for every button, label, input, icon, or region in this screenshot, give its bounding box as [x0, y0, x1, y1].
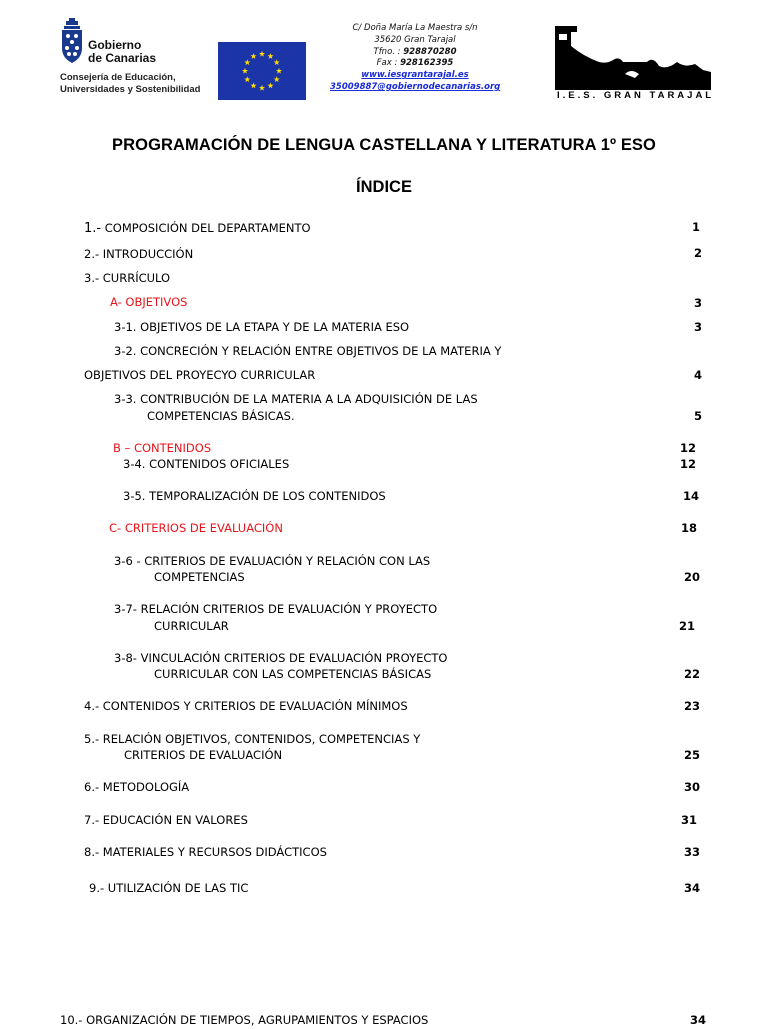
- toc-page-10: 34: [689, 1013, 706, 1027]
- website-link[interactable]: www.iesgrantarajal.es: [361, 70, 469, 81]
- toc-page-3-7: 21: [678, 619, 695, 633]
- gov-dept-line2: Universidades y Sostenibilidad: [60, 84, 201, 95]
- toc-entry-9[interactable]: 9.- UTILIZACIÓN DE LAS TIC: [89, 881, 249, 895]
- toc-page-a: 3: [693, 296, 702, 310]
- school-contact-block: [330, 23, 500, 94]
- toc-entry-1-label: COMPOSICIÓN DEL DEPARTAMENTO: [101, 221, 311, 235]
- page-title: PROGRAMACIÓN DE LENGUA CASTELLANA Y LITERATURA 1º ESO: [112, 136, 656, 154]
- toc-entry-2[interactable]: 2.- INTRODUCCIÓN: [84, 247, 194, 261]
- gov-name-line2: de Canarias: [88, 51, 157, 65]
- contact-phone: 928870280: [403, 46, 457, 57]
- toc-section-c[interactable]: C- CRITERIOS DE EVALUACIÓN: [109, 521, 283, 535]
- toc-section-a[interactable]: A- OBJETIVOS: [110, 295, 188, 309]
- gov-dept-line1: Consejería de Educación,: [60, 72, 176, 83]
- eu-flag-icon: [218, 42, 306, 100]
- toc-entry-8[interactable]: 8.- MATERIALES Y RECURSOS DIDÁCTICOS: [84, 845, 327, 859]
- toc-entry-3-3-line1[interactable]: 3-3. CONTRIBUCIÓN DE LA MATERIA A LA ADQUISICIÓN DE LAS: [114, 392, 478, 406]
- toc-entry-3-7-line1[interactable]: 3-7- RELACIÓN CRITERIOS DE EVALUACIÓN Y PROYECTO: [114, 602, 438, 616]
- toc-entry-3-6-line1[interactable]: 3-6 - CRITERIOS DE EVALUACIÓN Y RELACIÓN CON LAS: [114, 554, 431, 568]
- toc-page-3-4: 12: [679, 457, 696, 471]
- toc-page-3-1: 3: [693, 320, 702, 334]
- toc-page-c: 18: [680, 521, 697, 535]
- email-link[interactable]: 35009887@gobiernodecanarias.org: [330, 81, 501, 92]
- toc-entry-7[interactable]: 7.- EDUCACIÓN EN VALORES: [84, 813, 248, 827]
- contact-phone-label: Tfno. :: [373, 46, 404, 57]
- toc-entry-1-number: 1.-: [84, 221, 102, 236]
- contact-fax: 928162395: [400, 58, 454, 69]
- contact-city: 35620 Gran Tarajal: [374, 34, 456, 45]
- ies-gran-tarajal-logo: [555, 26, 715, 102]
- toc-entry-3-8-line1[interactable]: 3-8- VINCULACIÓN CRITERIOS DE EVALUACIÓN PROYECTO: [114, 651, 448, 665]
- toc-entry-10[interactable]: 10.- ORGANIZACIÓN DE TIEMPOS, AGRUPAMIENTOS Y ESPACIOS: [60, 1013, 429, 1027]
- toc-entry-3-7-line2[interactable]: CURRICULAR: [154, 619, 229, 633]
- toc-entry-1[interactable]: [84, 220, 311, 237]
- gov-department: [60, 72, 200, 96]
- toc-entry-3-2-line1[interactable]: 3-2. CONCRECIÓN Y RELACIÓN ENTRE OBJETIVOS DE LA MATERIA Y: [114, 344, 502, 358]
- toc-section-b[interactable]: B – CONTENIDOS: [113, 441, 212, 455]
- toc-page-1: 1: [691, 220, 700, 234]
- toc-page-3-3: 5: [693, 409, 702, 423]
- toc-entry-3-8-line2[interactable]: CURRICULAR CON LAS COMPETENCIAS BÁSICAS: [154, 667, 432, 681]
- contact-fax-label: Fax :: [376, 58, 401, 69]
- toc-page-3-6: 20: [683, 570, 700, 584]
- gobierno-de-canarias-logo: [60, 18, 210, 100]
- toc-entry-3-4[interactable]: 3-4. CONTENIDOS OFICIALES: [123, 457, 290, 471]
- index-heading: ÍNDICE: [356, 178, 412, 196]
- toc-entry-5-line1[interactable]: 5.- RELACIÓN OBJETIVOS, CONTENIDOS, COMPETENCIAS Y: [84, 732, 421, 746]
- toc-page-3-8: 22: [683, 667, 700, 681]
- toc-page-2: 2: [693, 246, 702, 260]
- toc-entry-3-2-line2[interactable]: OBJETIVOS DEL PROYECYO CURRICULAR: [84, 368, 316, 382]
- toc-page-b: 12: [679, 441, 696, 455]
- toc-page-3-2: 4: [693, 368, 702, 382]
- ies-silhouette-icon: [555, 26, 711, 90]
- toc-entry-4[interactable]: 4.- CONTENIDOS Y CRITERIOS DE EVALUACIÓN MÍNIMOS: [84, 699, 408, 713]
- toc-page-5: 25: [683, 748, 700, 762]
- canarias-crest-icon: [60, 18, 84, 64]
- toc-entry-3-1[interactable]: 3-1. OBJETIVOS DE LA ETAPA Y DE LA MATERIA ESO: [114, 320, 410, 334]
- contact-address: C/ Doña María La Maestra s/n: [352, 23, 478, 33]
- toc-page-9: 34: [683, 881, 700, 895]
- toc-page-4: 23: [683, 699, 700, 713]
- toc-entry-5-line2[interactable]: CRITERIOS DE EVALUACIÓN: [124, 748, 283, 762]
- toc-entry-3-3-line2[interactable]: COMPETENCIAS BÁSICAS.: [147, 409, 295, 423]
- toc-entry-6[interactable]: 6.- METODOLOGÍA: [84, 780, 190, 794]
- contact-fax-line: [330, 58, 500, 70]
- ies-name: I.E.S. GRAN TARAJAL: [557, 90, 715, 101]
- contact-phone-line: [330, 47, 500, 59]
- toc-entry-3[interactable]: 3.- CURRÍCULO: [84, 271, 171, 285]
- toc-page-8: 33: [683, 845, 700, 859]
- toc-entry-3-5[interactable]: 3-5. TEMPORALIZACIÓN DE LOS CONTENIDOS: [123, 489, 386, 503]
- toc-page-7: 31: [680, 813, 697, 827]
- toc-page-3-5: 14: [682, 489, 699, 503]
- gov-name-line1: Gobierno: [88, 38, 142, 52]
- toc-entry-3-6-line2[interactable]: COMPETENCIAS: [154, 570, 245, 584]
- gov-name: [88, 39, 156, 65]
- toc-page-6: 30: [683, 780, 700, 794]
